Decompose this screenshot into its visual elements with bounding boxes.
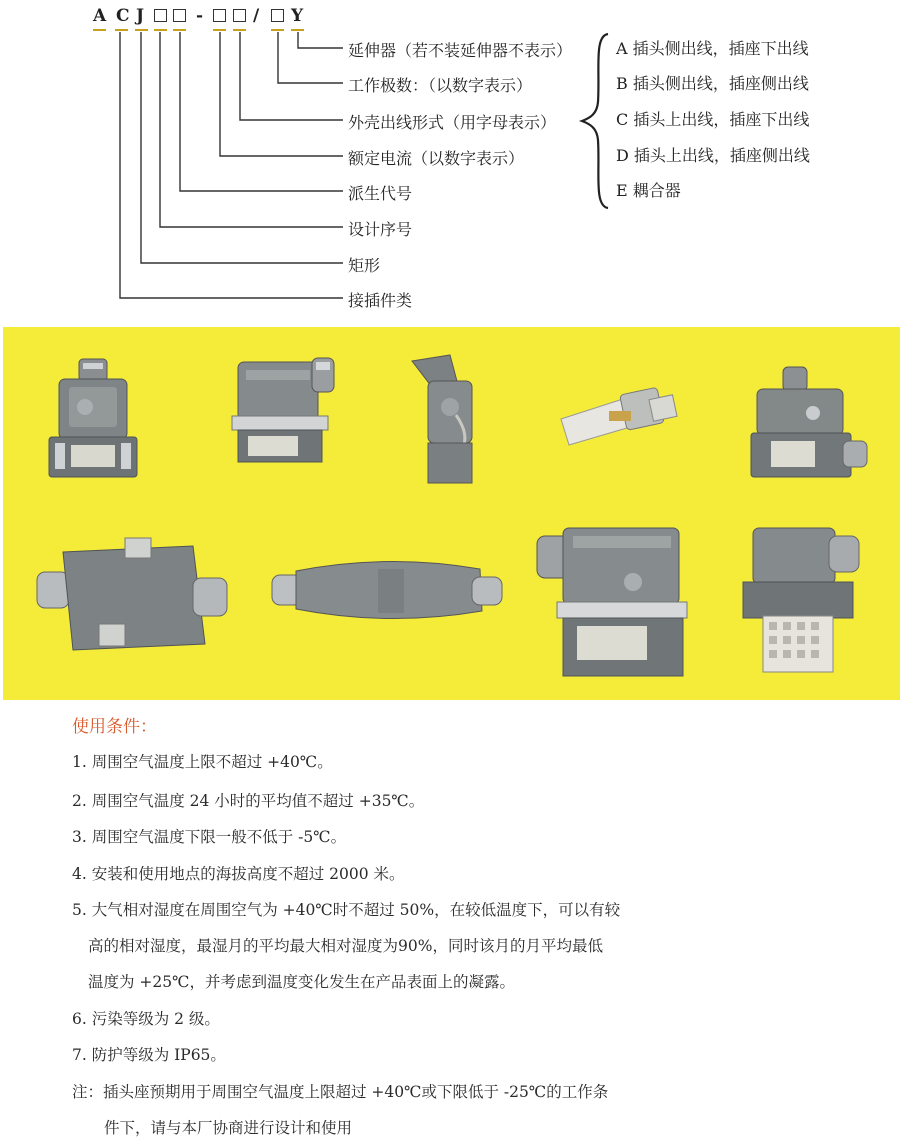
code-char-j: J [136, 6, 145, 26]
condition-item: 4. 安装和使用地点的海拔高度不超过 2000 米。 [72, 865, 405, 883]
code-desc-rated-current: 额定电流（以数字表示） [348, 149, 525, 168]
code-desc-connector-class: 接插件类 [348, 291, 413, 310]
condition-item: 2. 周围空气温度 24 小时的平均值不超过 +35℃。 [72, 792, 425, 810]
leader-line [278, 32, 343, 83]
outlet-option-a: A 插头侧出线，插座下出线 [616, 39, 809, 58]
outlet-option-b: B 插头侧出线，插座侧出线 [616, 74, 809, 93]
condition-item: 7. 防护等级为 IP65。 [72, 1046, 226, 1064]
leader-line [120, 32, 343, 298]
large-housing-side-gland [533, 522, 693, 687]
leader-line [298, 32, 343, 48]
condition-item: 3. 周围空气温度下限一般不低于 -5℃。 [72, 828, 347, 846]
inline-coupler-long [268, 555, 508, 635]
code-char-c: C [116, 6, 130, 26]
connector-housing-with-gland [743, 363, 873, 493]
connector-housing-top-outlet [43, 355, 143, 485]
angled-plug-housing [398, 351, 498, 491]
condition-item: 5. 大气相对湿度在周围空气为 +40℃时不超过 50%，在较低温度下，可以有较 [72, 901, 621, 919]
leader-line [141, 32, 343, 263]
condition-note-continued: 件下，请与本厂协商进行设计和使用 [104, 1119, 353, 1137]
outlet-option-c: C 插头上出线，插座下出线 [616, 110, 810, 129]
code-char-dash: - [196, 6, 204, 26]
condition-item-continued: 高的相对湿度，最湿月的平均最大相对湿度为90%，同时该月的月平均最低 [88, 937, 603, 955]
code-desc-rectangular: 矩形 [348, 256, 381, 275]
model-code-diagram [0, 0, 900, 325]
connector-housing-side-outlet [228, 352, 348, 472]
code-char-a: A [93, 6, 107, 26]
code-desc-extender: 延伸器（若不装延伸器不表示） [348, 41, 573, 60]
leader-lines [0, 0, 345, 310]
housing-with-contact-insert [733, 522, 883, 687]
code-char-y: Y [291, 6, 304, 26]
condition-item-continued: 温度为 +25℃，并考虑到温度变化发生在产品表面上的凝露。 [88, 973, 515, 991]
leader-line [240, 32, 343, 120]
brace [578, 32, 614, 210]
small-inline-coupler [551, 375, 691, 455]
condition-note: 注：插头座预期用于周围空气温度上限超过 +40℃或下限低于 -25℃的工作条 [72, 1083, 609, 1101]
code-char-slash: / [253, 6, 260, 26]
condition-item: 6. 污染等级为 2 级。 [72, 1010, 220, 1028]
code-desc-poles: 工作极数：（以数字表示） [348, 76, 533, 95]
condition-item: 1. 周围空气温度上限不超过 +40℃。 [72, 753, 333, 771]
outlet-option-d: D 插头上出线，插座侧出线 [616, 146, 810, 165]
leader-line [220, 32, 343, 156]
code-desc-outlet-form: 外壳出线形式（用字母表示） [348, 113, 557, 132]
usage-conditions-section [0, 700, 900, 1146]
outlet-option-e: E 耦合器 [616, 181, 681, 200]
rectangular-coupler-housing [33, 532, 233, 672]
product-photo-panel [3, 327, 900, 700]
code-desc-design-serial: 设计序号 [348, 220, 413, 239]
code-desc-derivative: 派生代号 [348, 184, 413, 203]
leader-line [180, 32, 343, 191]
leader-line [160, 32, 343, 227]
usage-conditions-title: 使用条件： [72, 717, 157, 737]
